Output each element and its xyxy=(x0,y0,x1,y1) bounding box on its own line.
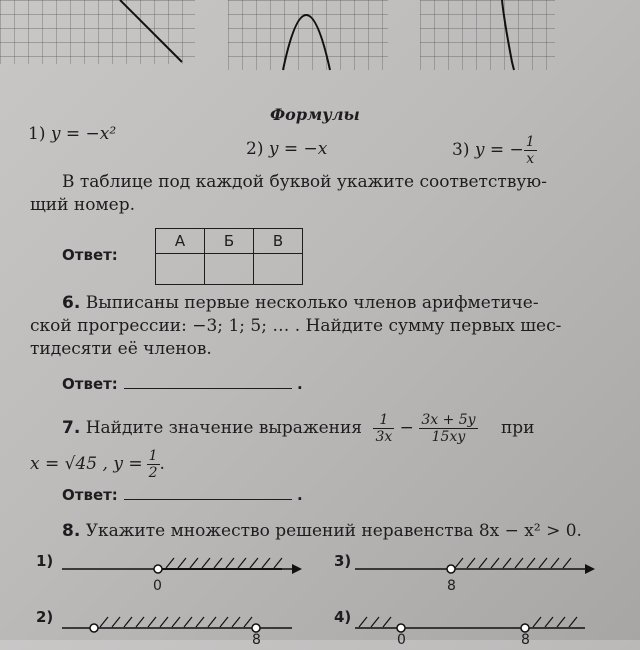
task7-fraction-1: $\frac{1}{3x}$ xyxy=(375,412,393,445)
task8-line1 xyxy=(62,521,582,541)
task6-line3: тидесяти её членов. xyxy=(30,339,212,359)
answer-cell-b[interactable] xyxy=(205,254,254,285)
task7-answer-blank[interactable] xyxy=(124,498,292,500)
formula-1-number: 1) xyxy=(28,124,46,144)
task8-option-1-label[interactable]: 1) xyxy=(36,552,54,570)
table-header-v: В xyxy=(254,229,303,254)
task7-text: Найдите значение выражения xyxy=(85,418,363,438)
formula-3-number: 3) xyxy=(452,140,470,160)
formula-2: 2) y = −x xyxy=(246,139,328,159)
task6-number: 6. xyxy=(62,293,81,313)
task7-y-label: y = xyxy=(113,454,143,474)
task5-answer-label: Ответ: xyxy=(62,246,118,264)
task8-number: 8. xyxy=(62,521,81,541)
formula-1-lhs: y xyxy=(50,124,61,144)
task7-fraction-2: $\frac{3x + 5y}{15xy}$ xyxy=(421,412,476,445)
task5-instruction-line1: В таблице под каждой буквой укажите соответствую- xyxy=(62,172,547,192)
task7-line1 xyxy=(62,412,535,445)
formula-2-lhs: y xyxy=(268,139,279,159)
formulas-title: Формулы xyxy=(270,105,360,124)
table-header-a: А xyxy=(156,229,205,254)
task8-option-2-label[interactable]: 2) xyxy=(36,608,54,626)
number-line-option-2[interactable] xyxy=(62,610,302,640)
task7-x-value: x = √45 , xyxy=(30,454,108,474)
formula-3-rhs: − xyxy=(509,140,524,160)
task5-instruction-line2: щий номер. xyxy=(30,195,136,215)
graph-panel-3 xyxy=(420,0,560,80)
task7-number: 7. xyxy=(62,418,81,438)
number-line-option-3[interactable] xyxy=(355,555,595,595)
task8-option-3-label[interactable]: 3) xyxy=(334,552,352,570)
task6-line1 xyxy=(62,293,539,313)
task6-text-line1: Выписаны первые несколько членов арифметиче- xyxy=(85,293,539,313)
task6-answer: Ответ: . xyxy=(62,375,303,393)
formula-1: 1) y = −x² xyxy=(28,124,117,144)
option-4-tick-right: 8 xyxy=(521,632,530,648)
option-2-tick: 8 xyxy=(252,632,261,648)
task8-text: Укажите множество решений неравенства 8x − x² > 0. xyxy=(85,521,582,541)
task6-answer-blank[interactable] xyxy=(124,387,292,389)
formula-3: 3) y = − $\frac{1}{x}$ xyxy=(452,134,535,167)
table-header-b: Б xyxy=(205,229,254,254)
answer-cell-v[interactable] xyxy=(254,254,303,285)
formula-2-number: 2) xyxy=(246,139,264,159)
task7-line2: x = √45 , y = $\frac{1}{2}$ . xyxy=(30,448,165,481)
task7-answer: Ответ: . xyxy=(62,486,303,504)
graph-panel-1 xyxy=(0,0,200,80)
answer-table xyxy=(155,228,303,285)
graph-panel-2 xyxy=(228,0,393,80)
task7-at-word: при xyxy=(500,418,535,438)
task7-minus: − xyxy=(399,418,414,438)
option-4-tick-left: 0 xyxy=(397,632,406,648)
task6-line2: ской прогрессии: −3; 1; 5; … . Найдите сумму первых шес- xyxy=(30,316,562,336)
task7-y-fraction: $\frac{1}{2}$ xyxy=(148,448,158,481)
option-3-tick: 8 xyxy=(447,578,456,594)
task8-option-4-label[interactable]: 4) xyxy=(334,608,352,626)
task6-answer-label: Ответ: xyxy=(62,375,118,393)
number-line-option-4[interactable] xyxy=(355,610,595,640)
formula-2-rhs: −x xyxy=(303,139,328,159)
option-1-tick: 0 xyxy=(153,578,162,594)
number-line-option-1[interactable] xyxy=(62,555,302,595)
task7-answer-label: Ответ: xyxy=(62,486,118,504)
answer-cell-a[interactable] xyxy=(156,254,205,285)
formula-3-fraction: $\frac{1}{x}$ xyxy=(525,134,535,167)
formula-3-lhs: y xyxy=(474,140,485,160)
formula-1-rhs: −x² xyxy=(85,124,117,144)
